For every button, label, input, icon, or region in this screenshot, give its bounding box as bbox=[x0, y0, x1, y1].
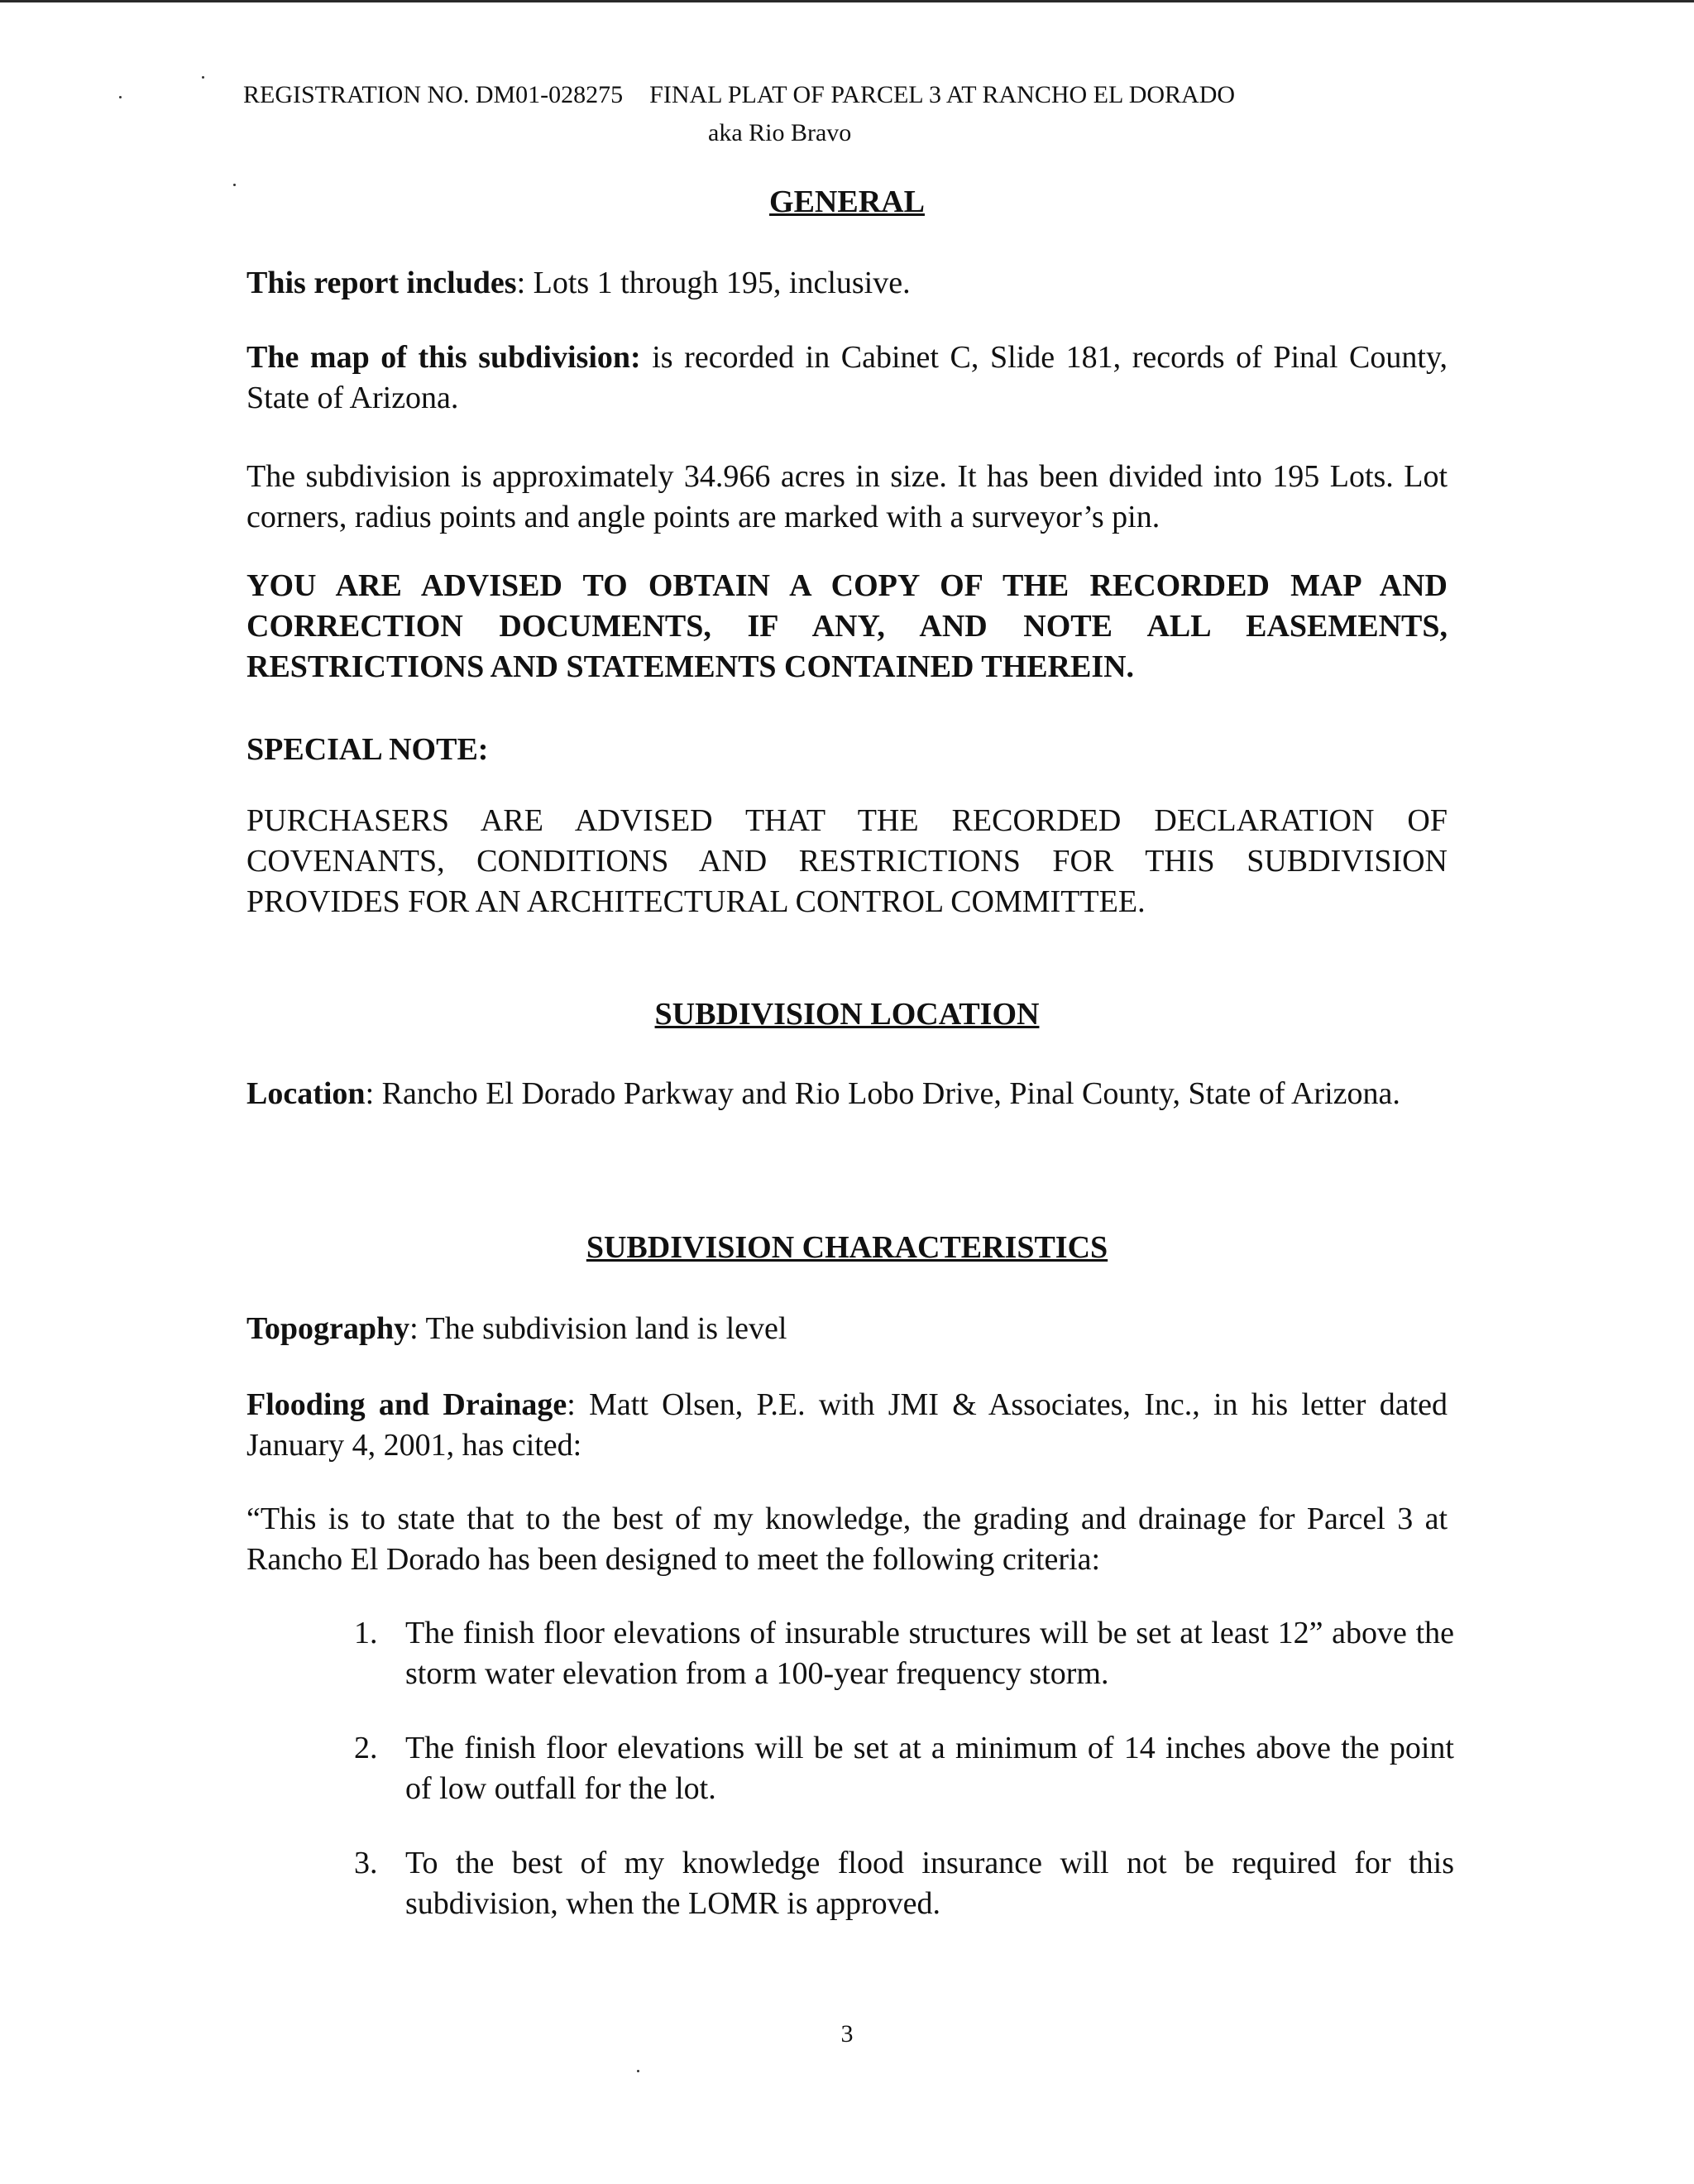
scan-speck bbox=[202, 76, 204, 79]
criteria-list bbox=[354, 1613, 1454, 1958]
list-item bbox=[354, 1613, 1454, 1694]
scan-speck bbox=[233, 184, 236, 186]
document-header bbox=[243, 81, 1418, 109]
subdivision-size: The subdivision is approximately 34.966 acres in size. It has been divided into 195 Lots. Lot corners, radius points and angle points are marked with a surveyor’s pin. bbox=[246, 459, 1448, 534]
report-includes-text: : Lots 1 through 195, inclusive. bbox=[516, 266, 911, 300]
flooding-statement bbox=[246, 1385, 1448, 1466]
map-text: is recorded in Cabinet C, Slide 181, records of Pinal County, State of Arizona. bbox=[246, 340, 1448, 415]
scan-speck bbox=[119, 96, 122, 98]
list-item-text: The finish floor elevations will be set at a minimum of 14 inches above the point of low outfall for the lot. bbox=[405, 1731, 1454, 1806]
list-item-text: To the best of my knowledge flood insurance will not be required for this subdivision, when the LOMR is approved. bbox=[405, 1846, 1454, 1921]
report-includes bbox=[246, 263, 1448, 304]
list-item-number: 2. bbox=[354, 1731, 378, 1765]
report-includes-label: This report includes bbox=[246, 266, 517, 300]
topography-statement bbox=[246, 1309, 1448, 1349]
page-number: 3 bbox=[840, 2020, 854, 2048]
advisory-statement: YOU ARE ADVISED TO OBTAIN A COPY OF THE RECORDED MAP AND CORRECTION DOCUMENTS, IF ANY, AND NOTE ALL EASEMENTS, RESTRICTIONS AND STATEMENTS CONTAINED THEREIN. bbox=[246, 568, 1448, 684]
header-aka: aka Rio Bravo bbox=[708, 119, 852, 146]
registration-number: REGISTRATION NO. DM01-028275 bbox=[243, 81, 624, 108]
special-note-label: SPECIAL NOTE: bbox=[246, 732, 489, 767]
section-title-location: SUBDIVISION LOCATION bbox=[654, 997, 1040, 1032]
list-item-number: 3. bbox=[354, 1846, 378, 1880]
map-label: The map of this subdivision: bbox=[246, 340, 641, 375]
plat-title: FINAL PLAT OF PARCEL 3 AT RANCHO EL DORADO bbox=[649, 81, 1236, 108]
location-label: Location bbox=[246, 1076, 366, 1111]
map-statement bbox=[246, 338, 1448, 419]
scan-edge bbox=[0, 0, 1694, 2]
list-item-text: The finish floor elevations of insurable structures will be set at least 12” above the storm water elevation from a 100-year frequency storm. bbox=[405, 1616, 1454, 1691]
list-item bbox=[354, 1843, 1454, 1924]
quote-intro: “This is to state that to the best of my knowledge, the grading and drainage for Parcel 3 at Rancho El Dorado has been designed to meet the following criteria: bbox=[246, 1502, 1448, 1577]
topography-text: : The subdivision land is level bbox=[409, 1311, 787, 1346]
topography-label: Topography bbox=[246, 1311, 410, 1346]
list-item bbox=[354, 1728, 1454, 1809]
section-title-general: GENERAL bbox=[769, 184, 925, 219]
section-title-characteristics: SUBDIVISION CHARACTERISTICS bbox=[586, 1230, 1108, 1265]
location-text: : Rancho El Dorado Parkway and Rio Lobo Drive, Pinal County, State of Arizona. bbox=[365, 1076, 1400, 1111]
location-statement bbox=[246, 1074, 1448, 1114]
flooding-label: Flooding and Drainage bbox=[246, 1387, 567, 1422]
scan-speck bbox=[637, 2070, 639, 2072]
special-note-text: PURCHASERS ARE ADVISED THAT THE RECORDED DECLARATION OF COVENANTS, CONDITIONS AND RESTRICTIONS FOR THIS SUBDIVISION PROVIDES FOR AN ARCHITECTURAL CONTROL COMMITTEE. bbox=[246, 803, 1448, 919]
list-item-number: 1. bbox=[354, 1616, 378, 1650]
flooding-text: : Matt Olsen, P.E. with JMI & Associates, Inc., in his letter dated January 4, 2001, has cited: bbox=[246, 1387, 1448, 1463]
